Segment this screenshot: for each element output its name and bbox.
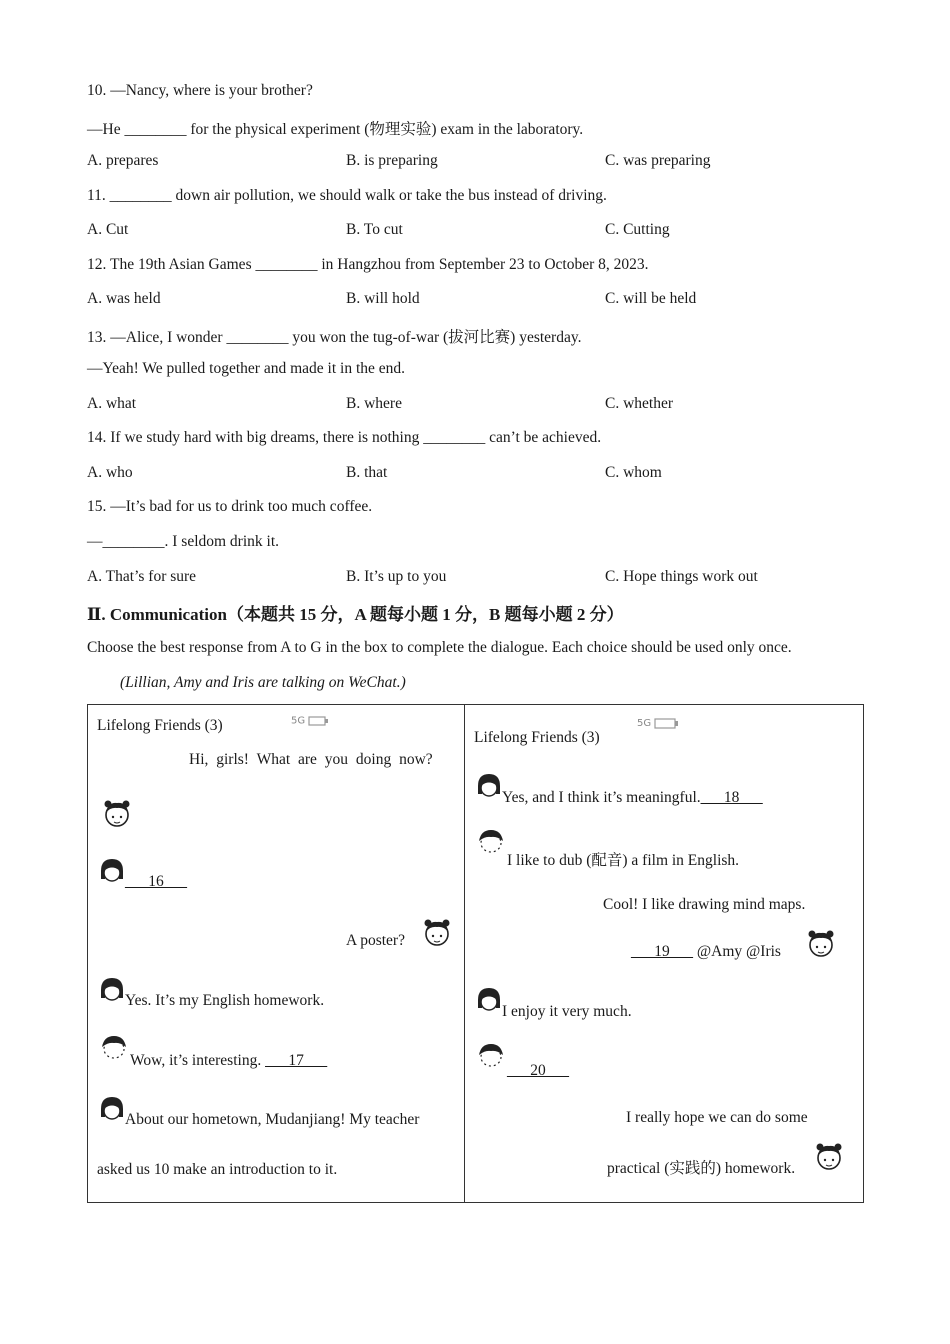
- q11-option-c: C. Cutting: [605, 221, 670, 238]
- signal-label: 5G: [291, 715, 306, 727]
- blank-16: ___16___: [125, 873, 187, 890]
- q12-option-a: A. was held: [87, 290, 161, 307]
- msg-at-amy-iris: [631, 943, 781, 961]
- msg-wow-interesting: [130, 1052, 327, 1070]
- msg-hope-practical-2: practical (实践的) homework.: [607, 1160, 796, 1177]
- q15-stem-2: —________. I seldom drink it.: [87, 533, 280, 550]
- signal-label: 5G: [637, 718, 652, 729]
- q15-option-b: B. It’s up to you: [346, 568, 447, 585]
- q11-option-a: A. Cut: [87, 221, 129, 238]
- q10-stem: 10. —Nancy, where is your brother?: [87, 82, 313, 99]
- msg-about-hometown: About our hometown, Mudanjiang! My teacher: [125, 1111, 420, 1128]
- signal-icon: [637, 717, 682, 729]
- blank-17: ___17___: [265, 1052, 328, 1069]
- msg-meaningful: [502, 789, 763, 807]
- wechat-dialogue-box: [87, 704, 864, 1203]
- avatar-boy-icon: [100, 1035, 128, 1061]
- avatar-girl-bob-icon: [475, 772, 503, 800]
- avatar-girl-bob-icon: [475, 986, 503, 1014]
- q13-option-c: C. whether: [605, 395, 674, 412]
- msg-enjoy: I enjoy it very much.: [502, 1003, 632, 1020]
- q14-option-a: A. who: [87, 464, 133, 481]
- section-title: Ⅱ. Communication（本题共 15 分，A 题每小题 1 分，B 题每小题 2 分）: [87, 605, 624, 624]
- q10-option-b: B. is preparing: [346, 152, 438, 169]
- msg-dub-film: I like to dub (配音) a film in English.: [507, 852, 740, 869]
- right-chat-title: Lifelong Friends (3): [474, 729, 600, 746]
- blank-18: ___18___: [700, 789, 763, 806]
- q11-option-b: B. To cut: [346, 221, 403, 238]
- msg-hope-practical: I really hope we can do some: [626, 1109, 808, 1126]
- avatar-boy-icon: [477, 829, 505, 855]
- avatar-girl-bun-icon: [100, 796, 134, 832]
- q12-stem: 12. The 19th Asian Games ________ in Hangzhou from September 23 to October 8, 2023.: [87, 256, 649, 273]
- q12-option-c: C. will be held: [605, 290, 697, 307]
- q12-option-b: B. will hold: [346, 290, 420, 307]
- q15-stem: 15. —It’s bad for us to drink too much coffee.: [87, 498, 373, 515]
- msg-english-homework: Yes. It’s my English homework.: [125, 992, 325, 1009]
- q15-option-a: A. That’s for sure: [87, 568, 197, 585]
- msg-mind-maps: Cool! I like drawing mind maps.: [603, 896, 806, 913]
- column-divider: [464, 705, 465, 1202]
- avatar-girl-bob-icon: [98, 976, 126, 1004]
- blank-19: ___19___: [631, 943, 693, 960]
- avatar-girl-bun-icon: [804, 926, 838, 962]
- battery-icon: [654, 717, 682, 729]
- avatar-girl-bun-icon: [420, 915, 454, 951]
- left-chat-title: Lifelong Friends (3): [97, 717, 223, 734]
- q13-stem-2: —Yeah! We pulled together and made it in the end.: [87, 360, 406, 377]
- q10-option-a: A. prepares: [87, 152, 159, 169]
- msg-wow-text: Wow, it’s interesting.: [130, 1052, 266, 1069]
- msg-a-poster: A poster?: [346, 932, 405, 949]
- q13-option-a: A. what: [87, 395, 137, 412]
- msg-meaningful-text: Yes, and I think it’s meaningful.: [502, 789, 701, 806]
- avatar-girl-bob-icon: [98, 857, 126, 885]
- q14-option-b: B. that: [346, 464, 388, 481]
- section-instruction: Choose the best response from A to G in the box to complete the dialogue. Each choice should be used only once.: [87, 639, 792, 656]
- q13-option-b: B. where: [346, 395, 402, 412]
- avatar-boy-icon: [477, 1043, 505, 1069]
- blank-20: ___20___: [507, 1062, 569, 1079]
- msg-hi-girls: Hi, girls! What are you doing now?: [189, 751, 433, 768]
- q13-stem: 13. —Alice, I wonder ________ you won the tug-of-war (拔河比赛) yesterday.: [87, 329, 582, 346]
- battery-icon: [308, 715, 330, 726]
- q15-option-c: C. Hope things work out: [605, 568, 758, 585]
- q14-option-c: C. whom: [605, 464, 662, 481]
- q10-stem-2: —He ________ for the physical experiment (物理实验) exam in the laboratory.: [87, 121, 584, 138]
- avatar-girl-bun-icon: [812, 1139, 846, 1175]
- msg-at-text: @Amy @Iris: [693, 943, 781, 960]
- signal-icon: [291, 715, 330, 727]
- q14-stem: 14. If we study hard with big dreams, there is nothing ________ can’t be achieved.: [87, 429, 602, 446]
- q10-option-c: C. was preparing: [605, 152, 711, 169]
- section-context: (Lillian, Amy and Iris are talking on WeChat.): [120, 674, 406, 691]
- msg-about-hometown-2: asked us 10 make an introduction to it.: [97, 1161, 338, 1178]
- avatar-girl-bob-icon: [98, 1095, 126, 1123]
- q11-stem: 11. ________ down air pollution, we should walk or take the bus instead of driving.: [87, 187, 607, 204]
